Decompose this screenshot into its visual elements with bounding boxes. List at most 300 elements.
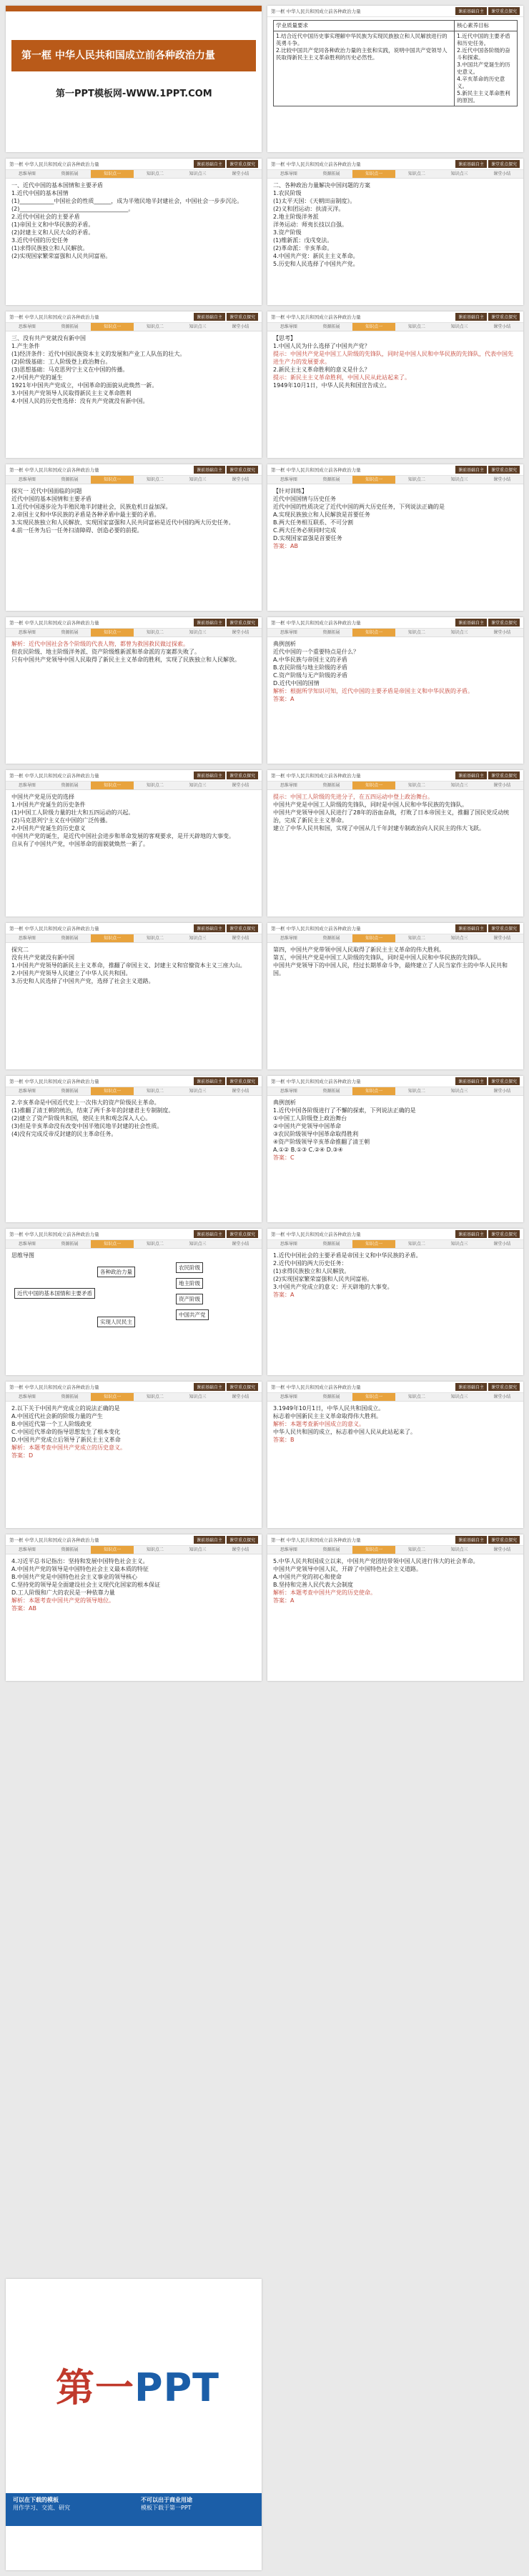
mind-map-node: 地主阶级: [176, 1278, 203, 1289]
nav-btn-1[interactable]: 课前基础自主: [455, 1536, 487, 1544]
license-right-text: 模板下载于第一PPT: [141, 2505, 192, 2511]
tab-5[interactable]: 课堂小结: [232, 630, 249, 635]
tab-1[interactable]: 资源拓展: [61, 936, 79, 941]
text-line: (1)____________中国社会的性质______，成为半殖民地半封建社会，中国社会一步步沉沦。: [11, 198, 243, 204]
tab-4[interactable]: 知识点三: [450, 1242, 468, 1247]
text-line: 3.近代中国的历史任务: [11, 237, 69, 244]
tab-4[interactable]: 知识点三: [189, 1089, 207, 1094]
tab-5[interactable]: 课堂小结: [493, 630, 511, 635]
text-line: 解析：近代中国社会各个阶级的代表人物，都曾为救国救民做过探索。: [11, 641, 189, 647]
tab-3[interactable]: 知识点二: [146, 783, 164, 788]
slide-p9: [6, 617, 262, 764]
nav-btn-1[interactable]: 课前基础自主: [455, 772, 487, 779]
tab-1[interactable]: 资源拓展: [322, 1547, 340, 1552]
tab-0[interactable]: 思维导图: [280, 783, 297, 788]
text-line: B.两大任务相互联系、不可分割: [273, 519, 354, 526]
text-line: 但农民阶级、地主阶级洋务派、资产阶级维新派和革命派的方案都失败了。: [11, 649, 200, 655]
text-line: 2.中国共产党诞生的历史意义: [11, 825, 86, 832]
text-line: A.实现民族独立和人民解放是首要任务: [273, 511, 370, 518]
tab-2[interactable]: 知识点一: [91, 1393, 134, 1401]
nav-btn-2[interactable]: 课堂重点探究: [488, 1077, 520, 1085]
tab-1[interactable]: 资源拓展: [322, 783, 340, 788]
text-line: 没有共产党就没有新中国: [11, 954, 74, 961]
tab-2[interactable]: 知识点一: [91, 1087, 134, 1095]
tab-2[interactable]: 知识点一: [91, 782, 134, 789]
nav-btn-1[interactable]: 课前基础自主: [455, 313, 487, 321]
tab-4[interactable]: 知识点三: [450, 1547, 468, 1552]
text-line: (1)太平天国：《天朝田亩制度》。: [273, 198, 356, 204]
text-line: 1.中国共产党领导的新民主主义革命，推翻了帝国主义、封建主义和官僚资本主义三座大山。: [11, 962, 246, 969]
text-line: 第五，中国共产党是中国工人阶级的先锋队，同时是中国人民和中华民族的先锋队。: [273, 954, 485, 961]
text-line: 中国共产党是中国工人阶级的先锋队，同时是中国人民和中华民族的先锋队。: [273, 802, 468, 808]
text-line: 答案：A: [273, 1597, 295, 1604]
tab-5[interactable]: 课堂小结: [493, 1547, 511, 1552]
text-line: A.中国近代社会新的阶级力量的产生: [11, 1413, 103, 1419]
tab-4[interactable]: 知识点三: [450, 630, 468, 635]
tab-0[interactable]: 思维导图: [280, 936, 297, 941]
cover-page: [6, 6, 262, 152]
tab-2[interactable]: 知识点一: [91, 934, 134, 942]
slide-p3: [6, 159, 262, 305]
tab-5[interactable]: 课堂小结: [232, 783, 249, 788]
tab-3[interactable]: 知识点二: [407, 630, 425, 635]
nav-btn-2[interactable]: 课堂重点探究: [227, 313, 258, 321]
tab-4[interactable]: 知识点三: [189, 477, 207, 482]
tab-0[interactable]: 思维导图: [18, 1242, 36, 1247]
tab-0[interactable]: 思维导图: [280, 1089, 297, 1094]
slide-p16: [267, 1076, 523, 1222]
tab-2[interactable]: 知识点一: [91, 476, 134, 484]
text-line: 4.中国人民的历史性选择：没有共产党就没有新中国。: [11, 398, 149, 404]
tab-0[interactable]: 思维导图: [280, 324, 297, 329]
tab-5[interactable]: 课堂小结: [493, 324, 511, 329]
slide-header: 第一框 中华人民共和国成立前各种政治力量: [9, 1079, 99, 1084]
slide-header: 第一框 中华人民共和国成立前各种政治力量: [271, 467, 361, 473]
text-line: 提示：中国工人阶级的先进分子，在五四运动中登上政治舞台。: [273, 794, 433, 800]
nav-btn-1[interactable]: 课前基础自主: [194, 619, 225, 626]
nav-btn-2[interactable]: 课堂重点探究: [488, 772, 520, 779]
text-line: 洋务运动：师夷长技以自强。: [273, 221, 347, 228]
tab-1[interactable]: 资源拓展: [61, 324, 79, 329]
license-left-title: 可以在下载的模板: [13, 2497, 59, 2503]
tab-3[interactable]: 知识点二: [146, 477, 164, 482]
slide-p17: [6, 1229, 262, 1375]
mind-map: [11, 1259, 256, 1338]
text-line: 3.资产阶级: [273, 229, 302, 236]
nav-btn-2[interactable]: 课堂重点探究: [227, 1077, 258, 1085]
nav-btn-1[interactable]: 课前基础自主: [194, 466, 225, 474]
tab-0[interactable]: 思维导图: [18, 171, 36, 176]
text-line: 1.近代中国逐步沦为半殖民地半封建社会，民族危机日益加深。: [11, 504, 172, 510]
tab-5[interactable]: 课堂小结: [493, 1394, 511, 1399]
tab-3[interactable]: 知识点二: [146, 171, 164, 176]
tab-0[interactable]: 思维导图: [280, 1394, 297, 1399]
slide-header: 第一框 中华人民共和国成立前各种政治力量: [9, 1384, 99, 1390]
tab-0[interactable]: 思维导图: [18, 1547, 36, 1552]
tab-5[interactable]: 课堂小结: [232, 1394, 249, 1399]
text-line: 1.产生条件: [11, 343, 40, 349]
text-line: (2)义和团运动：扶清灭洋。: [273, 206, 345, 212]
tab-5[interactable]: 课堂小结: [493, 477, 511, 482]
tab-3[interactable]: 知识点二: [407, 1242, 425, 1247]
tab-1[interactable]: 资源拓展: [322, 324, 340, 329]
tab-1[interactable]: 资源拓展: [322, 936, 340, 941]
text-line: 2.中国共产党的诞生: [11, 374, 63, 381]
text-line: 三、没有共产党就没有新中国: [11, 335, 86, 341]
tab-2[interactable]: 知识点一: [352, 323, 395, 331]
text-line: 解析：本题考查新中国成立的意义。: [273, 1421, 365, 1427]
text-line: 中华人民共和国的成立，标志着中国人民从此站起来了。: [273, 1429, 416, 1435]
tab-3[interactable]: 知识点二: [146, 324, 164, 329]
text-line: 答案：B: [273, 1437, 295, 1443]
tab-5[interactable]: 课堂小结: [493, 171, 511, 176]
tab-0[interactable]: 思维导图: [280, 171, 297, 176]
text-line: (2)阶级基础：工人阶级登上政治舞台。: [11, 359, 112, 365]
slide-p4: [267, 159, 523, 305]
nav-btn-1[interactable]: 课前基础自主: [194, 1536, 225, 1544]
slide-header: 第一框 中华人民共和国成立前各种政治力量: [271, 314, 361, 320]
slide-header: 第一框 中华人民共和国成立前各种政治力量: [271, 926, 361, 932]
tab-1[interactable]: 资源拓展: [61, 1242, 79, 1247]
text-line: 2.新民主主义革命胜利的意义是什么？: [273, 366, 370, 373]
text-line: 答案：AB: [11, 1605, 36, 1612]
tab-bar: [6, 1546, 262, 1554]
tab-1[interactable]: 资源拓展: [61, 477, 79, 482]
tab-bar: [267, 476, 523, 484]
tab-4[interactable]: 知识点三: [450, 171, 468, 176]
tab-3[interactable]: 知识点二: [407, 171, 425, 176]
nav-btn-2[interactable]: 课堂重点探究: [488, 466, 520, 474]
tab-0[interactable]: 思维导图: [280, 477, 297, 482]
tab-0[interactable]: 思维导图: [18, 936, 36, 941]
mind-map-node: 各种政治力量: [97, 1267, 135, 1277]
text-line: 4.前一任务为后一任务扫清障碍、创造必要的前提。: [11, 527, 143, 534]
slide-header: 第一框 中华人民共和国成立前各种政治力量: [9, 620, 99, 626]
tab-1[interactable]: 资源拓展: [61, 1547, 79, 1552]
tab-1[interactable]: 资源拓展: [61, 1394, 79, 1399]
tab-2[interactable]: 知识点一: [352, 782, 395, 789]
tab-0[interactable]: 思维导图: [280, 630, 297, 635]
nav-btn-1[interactable]: 课前基础自主: [455, 924, 487, 932]
text-line: A.中华民族与帝国主义的矛盾: [273, 657, 347, 663]
slide-p14: [267, 923, 523, 1069]
slide-p13: [6, 923, 262, 1069]
tab-5[interactable]: 课堂小结: [232, 477, 249, 482]
tab-3[interactable]: 知识点二: [407, 1089, 425, 1094]
slide-p8: [267, 464, 523, 611]
nav-btn-1[interactable]: 课前基础自主: [455, 160, 487, 168]
text-line: 提示：新民主主义革命胜利，中国人民从此站起来了。: [273, 374, 410, 381]
tab-bar: [267, 1546, 523, 1554]
text-line: 探究二: [11, 947, 29, 953]
nav-btn-2[interactable]: 课堂重点探究: [227, 466, 258, 474]
tab-0[interactable]: 思维导图: [18, 324, 36, 329]
tab-bar: [6, 170, 262, 179]
goals-table: [273, 20, 518, 106]
nav-btn-2[interactable]: 课堂重点探究: [227, 1230, 258, 1238]
text-line: 典例剖析: [273, 1099, 296, 1106]
nav-btn-1[interactable]: 课前基础自主: [194, 924, 225, 932]
tab-4[interactable]: 知识点三: [450, 1089, 468, 1094]
text-line: 解析：本题考查中国共产党的领导地位。: [11, 1597, 114, 1604]
tab-4[interactable]: 知识点三: [189, 171, 207, 176]
nav-btn-1[interactable]: 课前基础自主: [455, 7, 487, 15]
tab-2[interactable]: 知识点一: [352, 629, 395, 636]
slide-header: 第一框 中华人民共和国成立前各种政治力量: [271, 1079, 361, 1084]
tab-2[interactable]: 知识点一: [91, 629, 134, 636]
text-line: 5.历史和人民选择了中国共产党。: [273, 261, 359, 267]
tab-3[interactable]: 知识点二: [146, 1089, 164, 1094]
text-line: (1)求得民族独立和人民解放。: [273, 1268, 350, 1274]
text-line: A.①② B.①③ C.②④ D.③④: [273, 1147, 343, 1153]
text-line: (1)经济条件：近代中国民族资本主义的发展和产业工人队伍的壮大。: [11, 351, 186, 357]
nav-btn-1[interactable]: 课前基础自主: [194, 772, 225, 779]
text-line: (2)______________________________________。: [11, 206, 134, 212]
tab-0[interactable]: 思维导图: [280, 1242, 297, 1247]
text-line: 1949年10月1日，中华人民共和国宣告成立。: [273, 382, 390, 389]
text-line: ④资产阶级领导辛亥革命推翻了清王朝: [273, 1139, 370, 1145]
text-line: 2.帝国主义和中华民族的矛盾是各种矛盾中最主要的矛盾。: [11, 511, 160, 518]
text-line: 近代中国的基本国情和主要矛盾: [11, 496, 92, 502]
tab-2[interactable]: 知识点一: [91, 170, 134, 178]
tab-bar: [267, 170, 523, 179]
slide-header: 第一框 中华人民共和国成立前各种政治力量: [9, 926, 99, 932]
license-left-text: 用作学习、交流、研究: [13, 2505, 70, 2511]
tab-3[interactable]: 知识点二: [146, 1242, 164, 1247]
text-line: (1)求得民族独立和人民解放。: [11, 245, 89, 251]
tab-bar: [267, 1087, 523, 1096]
text-line: (2)革命派：辛亥革命。: [273, 245, 333, 251]
tab-4[interactable]: 知识点三: [450, 1394, 468, 1399]
tab-3[interactable]: 知识点二: [407, 1394, 425, 1399]
slide-header: 第一框 中华人民共和国成立前各种政治力量: [9, 467, 99, 473]
tab-0[interactable]: 思维导图: [18, 783, 36, 788]
tab-1[interactable]: 资源拓展: [322, 1394, 340, 1399]
tab-1[interactable]: 资源拓展: [322, 171, 340, 176]
tab-1[interactable]: 资源拓展: [322, 1242, 340, 1247]
text-line: A.中国共产党的初心和使命: [273, 1574, 342, 1580]
tab-1[interactable]: 资源拓展: [322, 630, 340, 635]
tab-1[interactable]: 资源拓展: [61, 1089, 79, 1094]
text-line: 【思考】: [273, 335, 296, 341]
tab-1[interactable]: 资源拓展: [61, 630, 79, 635]
tab-4[interactable]: 知识点三: [189, 936, 207, 941]
tab-3[interactable]: 知识点二: [146, 936, 164, 941]
slide-p18: [267, 1229, 523, 1375]
text-line: 典例剖析: [273, 641, 296, 647]
mind-map-node: 实现人民民主: [97, 1317, 135, 1327]
text-line: D.中国共产党成立后领导了新民主主义革命: [11, 1437, 121, 1443]
text-line: (3)思想基础：马克思列宁主义在中国的传播。: [11, 366, 129, 373]
tab-1[interactable]: 资源拓展: [61, 171, 79, 176]
text-line: 解析：本题考查中国共产党成立的历史意义。: [11, 1444, 126, 1451]
nav-btn-1[interactable]: 课前基础自主: [194, 1230, 225, 1238]
tab-5[interactable]: 课堂小结: [232, 1089, 249, 1094]
tab-4[interactable]: 知识点三: [450, 477, 468, 482]
table-cell-right: 1.近代中国的主要矛盾和历史任务。 2.近代中国各阶级的奋斗和探索。 3.中国共产党诞生的历史意义。 4.辛亥革命的历史意义。 5.新民主主义革命胜利的原因。: [455, 31, 518, 106]
tab-1[interactable]: 资源拓展: [322, 477, 340, 482]
text-line: 中国共产党是历史的选择: [11, 794, 74, 800]
cover-title: 第一框 中华人民共和国成立前各种政治力量: [11, 40, 256, 71]
text-line: 近代中国的一个重要特点是什么？: [273, 649, 359, 655]
tab-5[interactable]: 课堂小结: [232, 1547, 249, 1552]
nav-btn-2[interactable]: 课堂重点探究: [488, 313, 520, 321]
mind-map-node: 近代中国的基本国情和主要矛盾: [14, 1288, 95, 1299]
tab-3[interactable]: 知识点二: [407, 1547, 425, 1552]
nav-btn-2[interactable]: 课堂重点探究: [488, 1536, 520, 1544]
text-line: 2.以下关于中国共产党成立的说法正确的是: [11, 1405, 120, 1412]
nav-btn-2[interactable]: 课堂重点探究: [488, 7, 520, 15]
license-right-title: 不可以出于商业用途: [141, 2497, 192, 2503]
tab-2[interactable]: 知识点一: [352, 476, 395, 484]
nav-btn-2[interactable]: 课堂重点探究: [227, 1383, 258, 1391]
tab-3[interactable]: 知识点二: [146, 1394, 164, 1399]
tab-1[interactable]: 资源拓展: [61, 783, 79, 788]
text-line: 中国共产党的诞生，是近代中国社会进步和革命发展的客观要求，是开天辟地的大事变。: [11, 833, 234, 839]
nav-btn-2[interactable]: 课堂重点探究: [488, 1383, 520, 1391]
nav-btn-2[interactable]: 课堂重点探究: [488, 924, 520, 932]
tab-2[interactable]: 知识点一: [352, 1546, 395, 1554]
tab-5[interactable]: 课堂小结: [493, 936, 511, 941]
nav-btn-1[interactable]: 课前基础自主: [194, 1383, 225, 1391]
text-line: 1.中国共产党诞生的历史条件: [11, 802, 86, 808]
tab-5[interactable]: 课堂小结: [232, 936, 249, 941]
text-line: (2)实现国家繁荣富强和人民共同富裕。: [273, 1276, 373, 1282]
text-line: 提示：中国共产党是中国工人阶级的先锋队，同时是中国人民和中华民族的先锋队，代表中国先进生产力的发展要求。: [273, 351, 513, 365]
tab-0[interactable]: 思维导图: [18, 630, 36, 635]
slide-header: 第一框 中华人民共和国成立前各种政治力量: [9, 773, 99, 779]
text-line: D.工人阶级和广大的农民是一种依靠力量: [11, 1589, 115, 1596]
text-line: ①中国工人阶级登上政治舞台: [273, 1115, 347, 1122]
cover-site: 第一PPT模板网-WWW.1PPT.COM: [56, 89, 212, 99]
tab-5[interactable]: 课堂小结: [493, 1242, 511, 1247]
tab-0[interactable]: 思维导图: [280, 1547, 297, 1552]
mind-map-node: 中国共产党: [176, 1309, 209, 1320]
text-line: 3.实现民族独立和人民解放、实现国家富强和人民共同富裕是近代中国的两大历史任务。: [11, 519, 234, 526]
nav-btn-1[interactable]: 课前基础自主: [194, 160, 225, 168]
text-line: 【针对训练】: [273, 488, 307, 494]
tab-2[interactable]: 知识点一: [352, 1087, 395, 1095]
tab-0[interactable]: 思维导图: [18, 477, 36, 482]
text-line: 第四，中国共产党带领中国人民取得了新民主主义革命的伟大胜利。: [273, 947, 445, 953]
tab-2[interactable]: 知识点一: [352, 1240, 395, 1248]
nav-btn-1[interactable]: 课前基础自主: [455, 1230, 487, 1238]
slide-header: 第一框 中华人民共和国成立前各种政治力量: [271, 620, 361, 626]
tab-4[interactable]: 知识点三: [189, 1242, 207, 1247]
nav-btn-1[interactable]: 课前基础自主: [455, 1383, 487, 1391]
tab-0[interactable]: 思维导图: [18, 1394, 36, 1399]
text-line: (1)帝国主义和中华民族的矛盾。: [11, 221, 94, 228]
nav-btn-1[interactable]: 课前基础自主: [455, 619, 487, 626]
text-line: 探究一 近代中国面临的问题: [11, 488, 82, 494]
tab-5[interactable]: 课堂小结: [232, 1242, 249, 1247]
tab-3[interactable]: 知识点二: [407, 936, 425, 941]
text-line: 解析：本题考查中国共产党的历史使命。: [273, 1589, 376, 1596]
text-line: C.资产阶级与无产阶级的矛盾: [273, 672, 348, 679]
tab-4[interactable]: 知识点三: [189, 1547, 207, 1552]
tab-4[interactable]: 知识点三: [450, 936, 468, 941]
tab-0[interactable]: 思维导图: [18, 1089, 36, 1094]
tab-4[interactable]: 知识点三: [189, 783, 207, 788]
tab-4[interactable]: 知识点三: [189, 1394, 207, 1399]
slide-header: 第一框 中华人民共和国成立前各种政治力量: [271, 9, 361, 14]
text-line: ③农民阶级领导中国革命取得胜利: [273, 1131, 359, 1137]
text-line: 3.中国共产党领导人民取得新民主主义革命胜利: [11, 390, 132, 396]
tab-3[interactable]: 知识点二: [407, 324, 425, 329]
tab-5[interactable]: 课堂小结: [232, 324, 249, 329]
tab-5[interactable]: 课堂小结: [493, 783, 511, 788]
tab-2[interactable]: 知识点一: [352, 934, 395, 942]
text-line: (1)中国工人阶级力量的壮大和五四运动的兴起。: [11, 809, 134, 816]
text-line: (2)马克思列宁主义在中国的广泛传播。: [11, 817, 112, 824]
tab-4[interactable]: 知识点三: [189, 324, 207, 329]
text-line: 解析：根据所学知识可知，近代中国的主要矛盾是帝国主义和中华民族的矛盾。: [273, 688, 473, 694]
nav-btn-2[interactable]: 课堂重点探究: [488, 1230, 520, 1238]
text-line: 答案：AB: [273, 543, 298, 549]
tab-4[interactable]: 知识点三: [450, 783, 468, 788]
nav-btn-1[interactable]: 课前基础自主: [455, 466, 487, 474]
text-line: B.中国近代第一个工人阶级政党: [11, 1421, 92, 1427]
tab-5[interactable]: 课堂小结: [493, 1089, 511, 1094]
text-line: (3)但是辛亥革命没有改变中国半殖民地半封建的社会性质。: [11, 1123, 163, 1129]
tab-3[interactable]: 知识点二: [146, 1547, 164, 1552]
text-line: 二、各种政治力量解决中国问题的方案: [273, 182, 370, 189]
nav-btn-1[interactable]: 课前基础自主: [455, 1077, 487, 1085]
tab-bar: [6, 1393, 262, 1402]
text-line: 4.中国共产党：新民主主义革命。: [273, 253, 359, 259]
nav-btn-1[interactable]: 课前基础自主: [194, 313, 225, 321]
text-line: 2.中国共产党领导人民建立了中华人民共和国。: [11, 970, 132, 977]
slide-header: 第一框 中华人民共和国成立前各种政治力量: [271, 1384, 361, 1390]
tab-2[interactable]: 知识点一: [91, 1546, 134, 1554]
nav-btn-2[interactable]: 课堂重点探究: [488, 160, 520, 168]
nav-btn-2[interactable]: 课堂重点探究: [227, 924, 258, 932]
tab-3[interactable]: 知识点二: [407, 477, 425, 482]
tab-2[interactable]: 知识点一: [352, 170, 395, 178]
slide-header: 第一框 中华人民共和国成立前各种政治力量: [271, 773, 361, 779]
table-cell-left: 1.结合近代中国历史事实理解中华民族为实现民族独立和人民解放进行的英勇斗争。 2.比较中国共产党同各种政治力量的主张和实践，说明中国共产党领导人民取得新民主主义革命胜利的历史必然性。: [274, 31, 455, 106]
nav-btn-2[interactable]: 课堂重点探究: [227, 772, 258, 779]
text-line: 1.中国人民为什么选择了中国共产党？: [273, 343, 370, 349]
tab-bar: [267, 1240, 523, 1249]
slide-header: 第一框 中华人民共和国成立前各种政治力量: [271, 1232, 361, 1237]
nav-btn-2[interactable]: 课堂重点探究: [227, 619, 258, 626]
tab-4[interactable]: 知识点三: [189, 630, 207, 635]
tab-4[interactable]: 知识点三: [450, 324, 468, 329]
slide-p15: [6, 1076, 262, 1222]
tab-2[interactable]: 知识点一: [91, 323, 134, 331]
tab-1[interactable]: 资源拓展: [322, 1089, 340, 1094]
nav-btn-2[interactable]: 课堂重点探究: [227, 1536, 258, 1544]
tab-2[interactable]: 知识点一: [352, 1393, 395, 1401]
tab-2[interactable]: 知识点一: [91, 1240, 134, 1248]
text-line: B.农民阶级与地主阶级的矛盾: [273, 664, 348, 671]
nav-btn-2[interactable]: 课堂重点探究: [227, 160, 258, 168]
text-line: C.两大任务必须同时完成: [273, 527, 337, 534]
text-line: 标志着中国新民主主义革命取得伟大胜利。: [273, 1413, 382, 1419]
nav-btn-1[interactable]: 课前基础自主: [194, 1077, 225, 1085]
slide-p10: [267, 617, 523, 764]
text-line: D.近代中国的国情: [273, 680, 320, 687]
slide-header: 第一框 中华人民共和国成立前各种政治力量: [9, 161, 99, 167]
tab-3[interactable]: 知识点二: [407, 783, 425, 788]
tab-bar: [6, 323, 262, 331]
tab-5[interactable]: 课堂小结: [232, 171, 249, 176]
tab-3[interactable]: 知识点二: [146, 630, 164, 635]
text-line: 2.辛亥革命是中国近代史上一次伟大的资产阶级民主革命。: [11, 1099, 160, 1106]
slide-p19: [6, 1382, 262, 1528]
nav-btn-2[interactable]: 课堂重点探究: [488, 619, 520, 626]
